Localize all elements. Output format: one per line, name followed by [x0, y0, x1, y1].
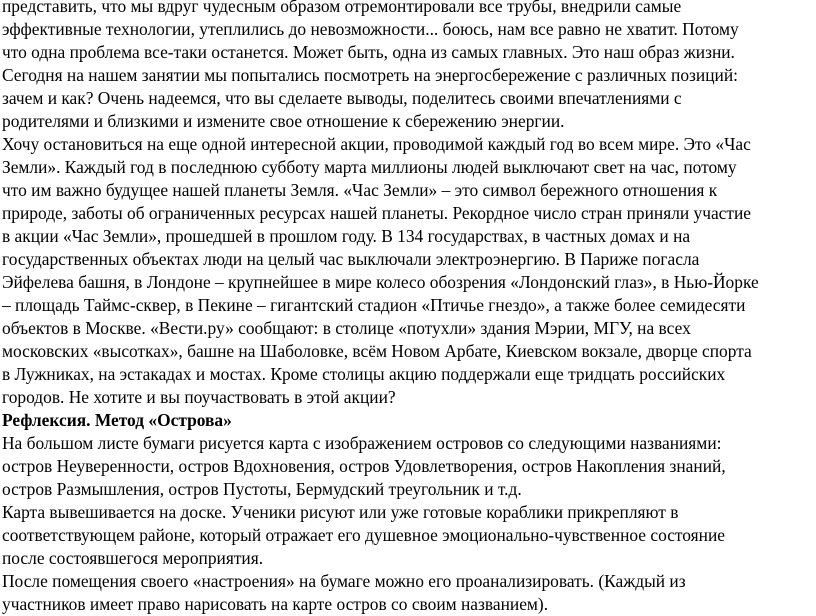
paragraph-earth-hour	[2, 133, 816, 409]
text-line: На большом листе бумаги рисуется карта с изображением островов со следующими названиями:	[2, 433, 722, 453]
text-line: в акции «Час Земли», прошедшей в прошлом году. В 134 государствах, в частных домах и на	[2, 226, 691, 246]
text-line: Сегодня на нашем занятии мы попытались посмотреть на энергосбережение с различных позиций:	[2, 65, 738, 85]
paragraph-island-map	[2, 432, 816, 501]
paragraph-boats	[2, 501, 816, 570]
text-line: после состоявшегося мероприятия.	[2, 548, 264, 568]
text-line: в Лужниках, на эстакадах и мостах. Кроме столицы акцию поддержали еще тридцать российских	[2, 364, 726, 384]
paragraph-energy-lifestyle	[2, 0, 816, 133]
section-heading-reflection: Рефлексия. Метод «Острова»	[2, 410, 232, 430]
text-line: что одна проблема все-таки останется. Может быть, одна из самых главных. Это наш образ жизни.	[2, 42, 735, 62]
text-line: Карта вывешивается на доске. Ученики рисуют или уже готовые кораблики прикрепляют в	[2, 502, 679, 522]
text-line: что им важно будущее нашей планеты Земля. «Час Земли» – это символ бережного отношения к	[2, 180, 718, 200]
text-line: После помещения своего «настроения» на бумаге можно его проанализировать. (Каждый из	[2, 571, 686, 591]
text-line: остров Неуверенности, остров Вдохновения, остров Удовлетворения, остров Накопления знаний,	[2, 456, 726, 476]
text-line: остров Размышления, остров Пустоты, Бермудский треугольник и т.д.	[2, 479, 522, 499]
text-line: Эйфелева башня, в Лондоне – крупнейшее в мире колесо обозрения «Лондонский глаз», в Нью-Йорке	[2, 272, 759, 292]
text-line: – площадь Таймс-сквер, в Пекине – гигантский стадион «Птичье гнездо», а также более семидесяти	[2, 295, 746, 315]
text-line: московских «высотках», башне на Шаболовке, всём Новом Арбате, Киевском вокзале, дворце спорта	[2, 341, 752, 361]
text-line: объектов в Москве. «Вести.ру» сообщают: в столице «потухли» здания Мэрии, МГУ, на всех	[2, 318, 691, 338]
text-line: зачем и как? Очень надеемся, что вы сделаете выводы, поделитесь своими впечатлениями с	[2, 88, 682, 108]
text-line: городов. Не хотите и вы поучаствовать в этой акции?	[2, 387, 396, 407]
text-line: родителями и близкими и измените свое отношение к сбережению энергии.	[2, 111, 565, 131]
text-line: эффективные технологии, утеплились до невозможности... боюсь, нам все равно не хватит. Потому	[2, 19, 739, 39]
text-line: участников имеет право нарисовать на карте остров со своим названием).	[2, 594, 549, 614]
paragraph-analysis	[2, 570, 816, 616]
text-line: природе, заботы об ограниченных ресурсах нашей планеты. Рекордное число стран приняли участие	[2, 203, 752, 223]
text-line: Земли». Каждый год в последнюю субботу марта миллионы людей выключают свет на час, потому	[2, 157, 737, 177]
text-line: государственных объектах люди на целый час выключали электроэнергию. В Париже погасла	[2, 249, 700, 269]
text-line: представить, что мы вдруг чудесным образом отремонтировали все трубы, внедрили самые	[2, 0, 682, 16]
text-line: соответствующем районе, который отражает его душевное эмоционально-чувственное состояние	[2, 525, 725, 545]
text-line: Хочу остановиться на еще одной интересной акции, проводимой каждый год во всем мире. Это «Час	[2, 134, 751, 154]
